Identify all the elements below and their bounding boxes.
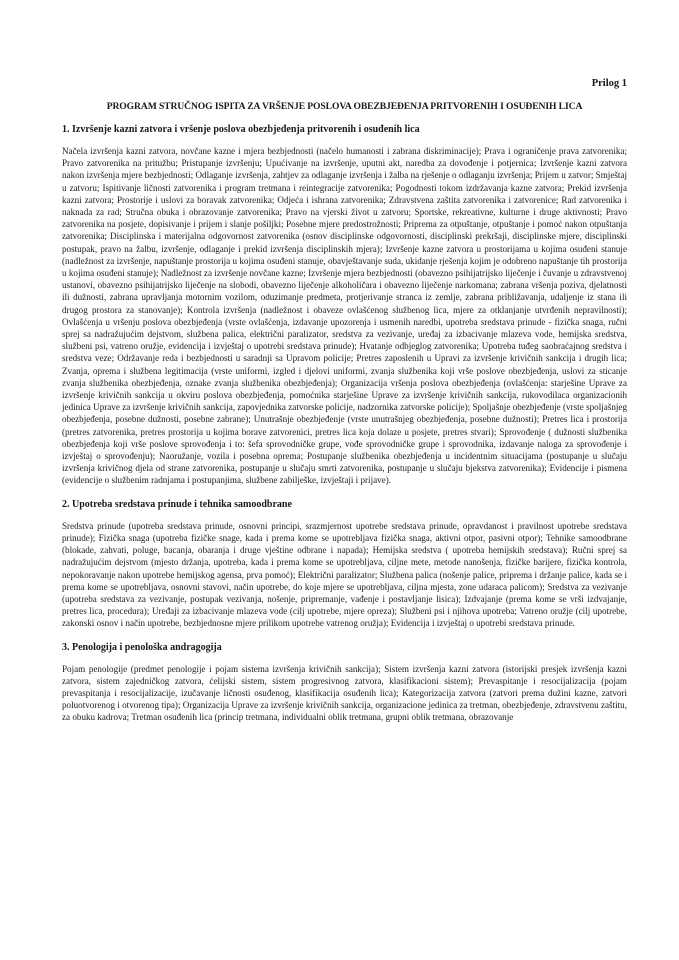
section-body: Načela izvršenja kazni zatvora, novčane kazne i mjera bezbjednosti (načelo humanosti i zabrana diskriminacije); Prava i ograničenje prava zatvorenika; Pravo zatvorenika na pritužbu; Pristupanje izvršenju; Upućivanje na izvršenje, uputni akt, naredba za dovođenje i potjernica; Izvršenje kazni zatvora nakon izvršenja mjere bezbjednosti; Odlaganje izvršenja, zahtjev za odlaganje izvršenja i žalba na rješenje o odlaganju izvršenja; Prijem u zatvor; Smještaj u zatvoru; Ispitivanje ličnosti zatvorenika i program tretmana i reintegracije zatvorenika; Pogodnosti tokom izdržavanja kazne zatvora; Prekid izvršenja kazni zatvora; Prostorije i uslovi za boravak zatvorenika; Odjeća i ishrana zatvorenika; Zdravstvena zaštita zatvorenika i zatvorenice; Rad zatvorenika i naknada za rad; Stručna obuka i obrazovanje zatvorenika; Pravo na vjerski život u zatvoru; Sportske, rekreativne, kulturne i druge aktivnosti; Pravo zatvorenika na posjete, dopisivanje i prijem i slanje pošiljki; Posebne mjere predostrožnosti; Priprema za otpuštanje, otpuštanje i pomoć nakon otpuštanja zatvorenika; Disciplinska i materijalna odgovornost zatvorenika (osnov disciplinske odgovornosti, disciplinski prekršaji, disciplinske mjere, disciplinski postupak, pravo na žalbu, izvršenje, odlaganje i prekid izvršenja disciplinskih mjera); Izvršenje kazne zatvora u prostorijama u kojima osuđeni stanuje (nadležnost za izvršenje, napuštanje prostorija u kojima osuđeni stanuje, obavještavanje suda, ukidanje rješenja kojim je odobreno napuštanje tih prostorija u kojima osuđeni stanuje); Nadležnost za izvršenje novčane kazne; Izvršenje mjera bezbjednosti (obavezno psihijatrijsko liječenje i čuvanje u zdravstvenoj ustanovi, obavezno psihijatrijsko liječenje na slobodi, obavezno liječenje alkoholičara i obavezno liječenje narkomana; zabrana vršenja poziva, djelatnosti ili dužnosti, zabrana upravljanja motornim vozilom, oduzimanje predmeta, protjerivanje stranca iz zemlje, zabrana približavanja, udaljenje iz stana ili drugog prostora za stanovanje); Kontrola izvršenja (nadležnost i obaveze ovlašćenog službenog lica, mjere za otklanjanje utvrđenih nepravilnosti); Ovlašćenja u vršenju poslova obezbjeđenja (vrste ovlašćenja, izdavanje upozorenja i usmenih naredbi, upotreba sredstava prinude - fizička snaga, ručni sprej sa nadražujućim dejstvom, službena palica, električni paralizator, sredstva za vezivanje, uređaj za izbacivanje mlazeva vode, hemijska sredstva, službeni psi, vatreno oružje, evidencija i izvještaj o upotrebi sredstava prinude); Hvatanje odbjeglog zatvorenika; Upotreba tuđeg saobraćajnog sredstva i sredstva veze; Održavanje reda i bezbjednosti u saradnji sa Upravom policije; Pretres zaposlenih u Upravi za izvršenje krivičnih sankcija i drugih lica; Zvanja, oprema i službena legitimacija (vrste uniformi, izgled i djelovi uniformi, zvanja službenika koji vrše poslove obezbjeđenja, uslovi za sticanje zvanja službenika obezbjeđenja, oznake zvanja službenika obezbjeđenja); Organizacija vršenja poslova obezbjeđenja (ovlašćenja: starješine Uprave za izvršenje krivičnih sankcija u okviru poslova obezbjeđenja, pomoćnika starješine Uprave za izvršenje krivičnih sankcija, rukovodilaca organizacionih jedinica Uprave za izvršenje krivičnih sankcija, zapovjednika zatvorske policije, nadzornika zatvorske policije); Spoljašnje obezbjeđenje (vrste spoljašnjeg obezbjeđenja, posebne dužnosti, posebne zabrane); Unutrašnje obezbjeđenje (vrste unutrašnjeg obezbjeđenja, posebne dužnosti); Pretres lica i prostorija (pretres zatvorenika, pretres prostorija u kojima borave zatvorenici, pretres lica koja dolaze u posjete, pretres stvari); Sprovođenje ( dužnosti službenika obezbjeđenja koji vrše poslove sprovođenja i to: šefa sprovodničke grupe, vođe sprovodničke grupe i sprovodnika, izdavanje naloga za sprovođenje i izvještaj o sprovođenju); Naoružanje, vozila i posebna oprema; Postupanje službenika obezbjeđenja u incidentnim situacijama (postupanje u slučaju izvršenja krivičnog djela od strane zatvorenika, postupanje u slučaju smrti zatvorenika, postupanje u slučaju bjekstva zatvorenika); Evidencije i pismena (evidencije o službenim radnjama i postupanjima, službene zabilješke, izvještaji i prijave). (62, 146, 627, 486)
section-body: Pojam penologije (predmet penologije i pojam sistema izvršenja krivičnih sankcija); Sistem izvršenja kazni zatvora (istorijski presjek izvršenja kazni zatvora, sistem zajedničkog zatvora, ćelijski sistem, sistem progresivnog zatvora, klasifikacioni sistem); Prevaspitanje i resocijalizacija (pojam prevaspitanja i resocijalizacije, izučavanje ličnosti osuđenog, klasifikacija osuđenih lica); Kategorizacija zatvora (zatvori prema dužini kazne, zatvori poluotvorenog i otvorenog tipa); Organizacija Uprave za izvršenje krivičnih sankcija, organizacione jedinica za tretman, obezbjeđenje, zdravstvenu zaštitu, za obuku kadrova; Tretman osuđenih lica (princip tretmana, individualni oblik tretmana, grupni oblik tretmana, obrazovanje (62, 663, 627, 723)
section-body: Sredstva prinude (upotreba sredstava prinude, osnovni principi, srazmjernost upotrebe sredstava prinude, opravdanost i pravilnost upotrebe sredstava prinude); Fizička snaga (upotreba fizičke snage, kada i prema kome se upotrebljava fizička snaga, aktivni otpor, pasivni otpor); Tehnike samoodbrane (blokade, zahvati, poluge, bacanja, obaranja i druge vještine odbrane i napada); Hemijska sredstva ( upotreba hemijskih sredstava); Ručni sprej sa nadražujućim dejstvom (mjesto držanja, upotreba, kada i prema kome se upotrebljava, ciljne mete, metode nanošenja, fizičke barijere, fizička kontrola, nepokoravanje nakon upotrebe hemijskog agensa, prva pomoć); Električni paralizator; Službena palica (nošenje palice, priprema i držanje palice, kada se i prema kome se upotrebljava, osnovni stavovi, način upotrebe, do koje mjere se upotrebljava, ciljna mjesta, zone udaraca palicom); Sredstva za vezivanje (upotreba sredstava za vezivanje, postupak vezivanja, nošenje, pripremanje, vađenje i postavljanje lisica); Izdvajanje (prema kome se vrši izdvajanje, pretres lica, procedura); Uređaji za izbacivanje mlazeva vode (cilj upotrebe, mjere opreza); Službeni psi i njihova upotreba; Vatreno oružje (cilj upotrebe, zakonski osnov i način upotrebe, bezbjednosne mjere prilikom upotrebe vatrenog oružja); Evidencija i izvještaj o upotrebi sredstava prinude. (62, 520, 627, 629)
section-heading: 3. Penologija i penološka andragogija (62, 641, 222, 653)
document-title: PROGRAM STRUČNOG ISPITA ZA VRŠENJE POSLOVA OBEZBJEĐENJA PRITVORENIH I OSUĐENIH LICA (106, 101, 583, 112)
section-2 (62, 499, 627, 630)
section-1 (62, 124, 627, 487)
section-3 (62, 642, 627, 724)
annex-label: Prilog 1 (591, 78, 627, 89)
section-heading: 1. Izvršenje kazni zatvora i vršenje poslova obezbjeđenja pritvorenih i osuđenih lica (62, 124, 420, 135)
section-heading: 2. Upotreba sredstava prinude i tehnika samoodbrane (62, 498, 292, 510)
